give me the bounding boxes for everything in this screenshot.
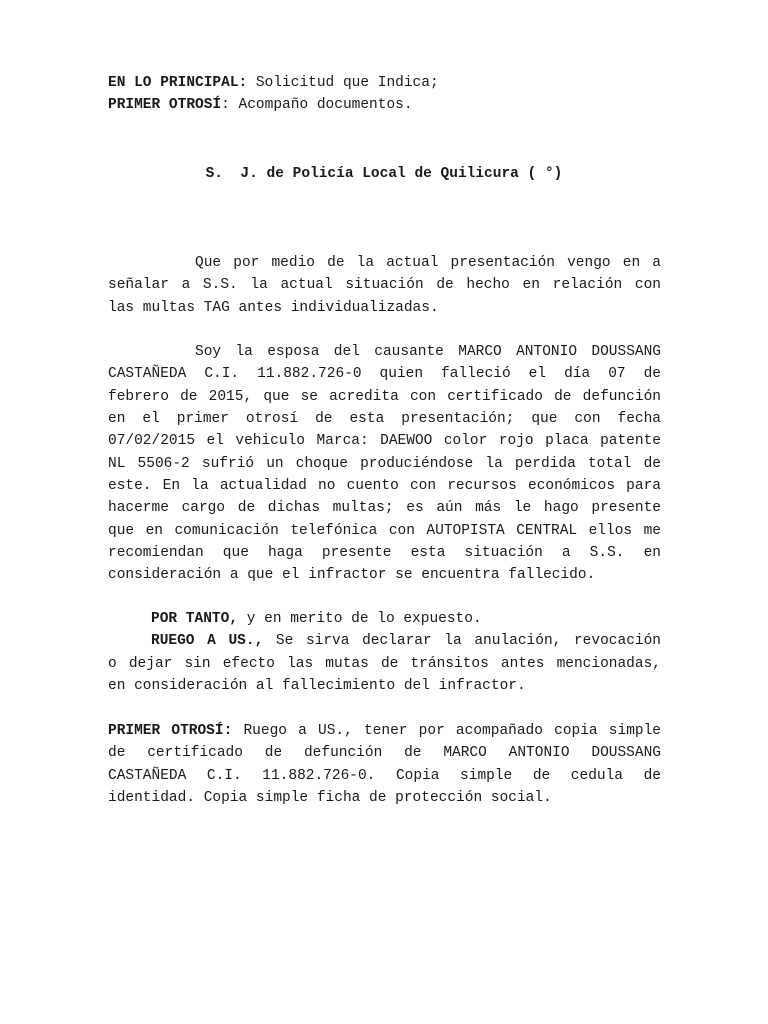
otrosi-label: PRIMER OTROSÍ: [108, 97, 222, 114]
otrosi-text: : Acompaño documentos.: [221, 97, 413, 114]
paragraph-line: recomiendan que haga presente esta situación a S.S. en: [108, 545, 661, 562]
paragraph-line: CASTAÑEDA C.I. 11.882.726-0. Copia simple de cedula de: [108, 767, 661, 784]
court-title: S. J. de Policía Local de Quilicura ( °): [205, 166, 563, 182]
paragraph-otrosi: [108, 720, 661, 809]
paragraph-line: Que por medio de la actual presentación vengo en a: [195, 255, 661, 271]
paragraph-line: 07/02/2015 el vehiculo Marca: DAEWOO color rojo placa patente: [108, 433, 661, 450]
principal-text: Solicitud que Indica;: [247, 75, 439, 91]
paragraph-line: de certificado de defunción de MARCO ANTONIO DOUSSANG: [108, 745, 661, 762]
principal-line: [108, 72, 661, 94]
paragraph-line: en consideración al fallecimiento del infractor.: [108, 678, 526, 695]
ruego-text: Se sirva declarar la anulación, revocación: [263, 633, 661, 650]
paragraph-line: que en comunicación telefónica con AUTOPISTA CENTRAL ellos me: [108, 522, 661, 539]
paragraph-line: señalar a S.S. la actual situación de hecho en relación con: [108, 277, 661, 294]
paragraph-line: febrero de 2015, que se acredita con certificado de defunción: [108, 388, 661, 405]
paragraph-intro: [108, 252, 661, 319]
primer-otrosi-text: Ruego a US., tener por acompañado copia simple: [232, 723, 661, 739]
paragraph-line: este. En la actualidad no cuento con recursos económicos para: [108, 478, 661, 495]
paragraph-line: identidad. Copia simple ficha de protección social.: [108, 790, 552, 807]
paragraph-line: Soy la esposa del causante MARCO ANTONIO DOUSSANG: [195, 344, 661, 360]
otrosi-first-line: [108, 720, 661, 742]
primer-otrosi-label: PRIMER OTROSÍ:: [108, 723, 233, 739]
por-tanto-text: y en merito de lo expuesto.: [238, 611, 482, 627]
por-tanto-label: POR TANTO,: [151, 611, 239, 627]
paragraph-line: NL 5506-2 sufrió un choque produciéndose la perdida total de: [108, 455, 661, 472]
paragraph-line: hacerme cargo de dichas multas; es aún más le hago presente: [108, 500, 661, 517]
ruego-line: [108, 630, 661, 652]
por-tanto-line: [108, 608, 661, 630]
paragraph-line: las multas TAG antes individualizadas.: [108, 299, 439, 316]
principal-label: EN LO PRINCIPAL:: [108, 75, 248, 91]
document-header: [108, 72, 661, 117]
paragraph-line: consideración a que el infractor se encuentra fallecido.: [108, 567, 596, 584]
paragraph-line: o dejar sin efecto las mutas de tránsitos antes mencionadas,: [108, 655, 661, 672]
paragraph-petition: [108, 608, 661, 697]
otrosi-line: [108, 94, 661, 116]
paragraph-line: en el primer otrosí de esta presentación; que con fecha: [108, 411, 661, 428]
paragraph-line: CASTAÑEDA C.I. 11.882.726-0 quien falleció el día 07 de: [108, 366, 661, 383]
paragraph-facts: [108, 341, 661, 587]
ruego-label: RUEGO A US.,: [151, 633, 264, 650]
